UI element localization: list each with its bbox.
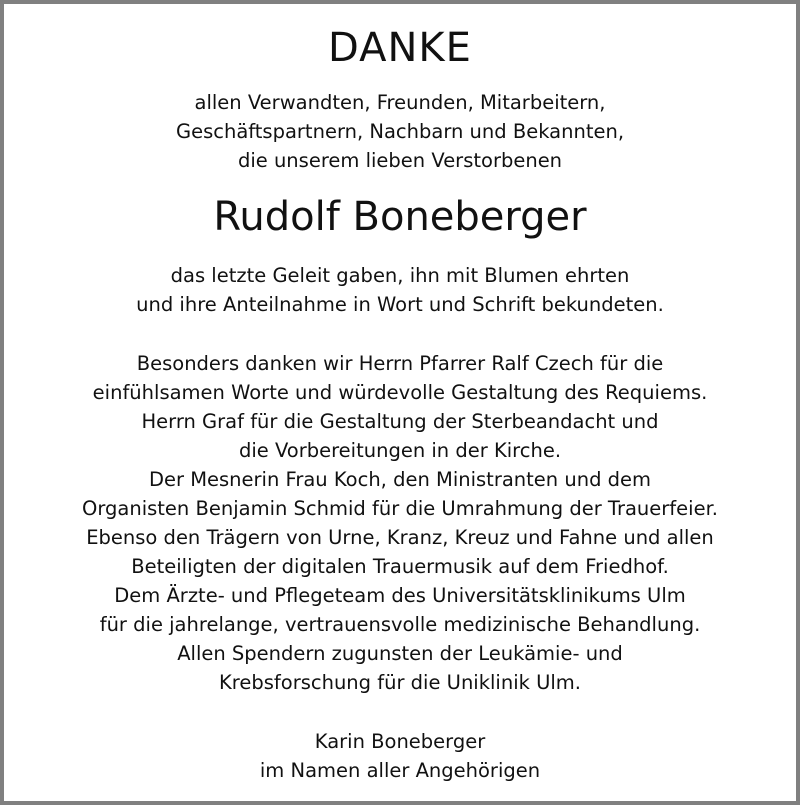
thanks-line: Der Mesnerin Frau Koch, den Ministranten und dem [148,468,652,491]
notice-heading: DANKE [328,25,472,71]
thanks-line: Krebsforschung für die Uniklinik Ulm. [218,671,582,694]
thanks-line: Organisten Benjamin Schmid für die Umrahmung der Trauerfeier. [82,497,718,520]
intro-line: die unserem lieben Verstorbenen [237,149,563,172]
thanks-line: die Vorbereitungen in der Kirche. [238,439,562,462]
closing-line: und ihre Anteilnahme in Wort und Schrift bekundeten. [136,293,664,316]
intro-line: allen Verwandten, Freunden, Mitarbeitern, [194,91,606,114]
signature-name: Karin Boneberger [314,730,486,753]
thanks-line: einfühlsamen Worte und würdevolle Gestaltung des Requiems. [92,381,708,404]
signature-subline: im Namen aller Angehörigen [259,759,541,782]
thanks-line: Herrn Graf für die Gestaltung der Sterbeandacht und [141,410,659,433]
notice-content [4,4,796,785]
deceased-name: Rudolf Boneberger [213,194,587,240]
thanks-line: Ebenso den Trägern von Urne, Kranz, Kreuz und Fahne und allen [86,526,714,549]
intro-text [4,88,796,175]
thanks-text [4,349,796,697]
closing-text [4,261,796,319]
thanks-line: Beteiligten der digitalen Trauermusik auf dem Friedhof. [131,555,669,578]
intro-line: Geschäftspartnern, Nachbarn und Bekannten, [175,120,625,143]
thanks-line: für die jahrelange, vertrauensvolle medizinische Behandlung. [99,613,701,636]
signature [4,727,796,785]
thanks-line: Allen Spendern zugunsten der Leukämie- und [177,642,623,665]
thanks-line: Dem Ärzte- und Pflegeteam des Universitätsklinikums Ulm [114,584,686,607]
closing-line: das letzte Geleit gaben, ihn mit Blumen ehrten [170,264,630,287]
thanks-line: Besonders danken wir Herrn Pfarrer Ralf Czech für die [136,352,664,375]
